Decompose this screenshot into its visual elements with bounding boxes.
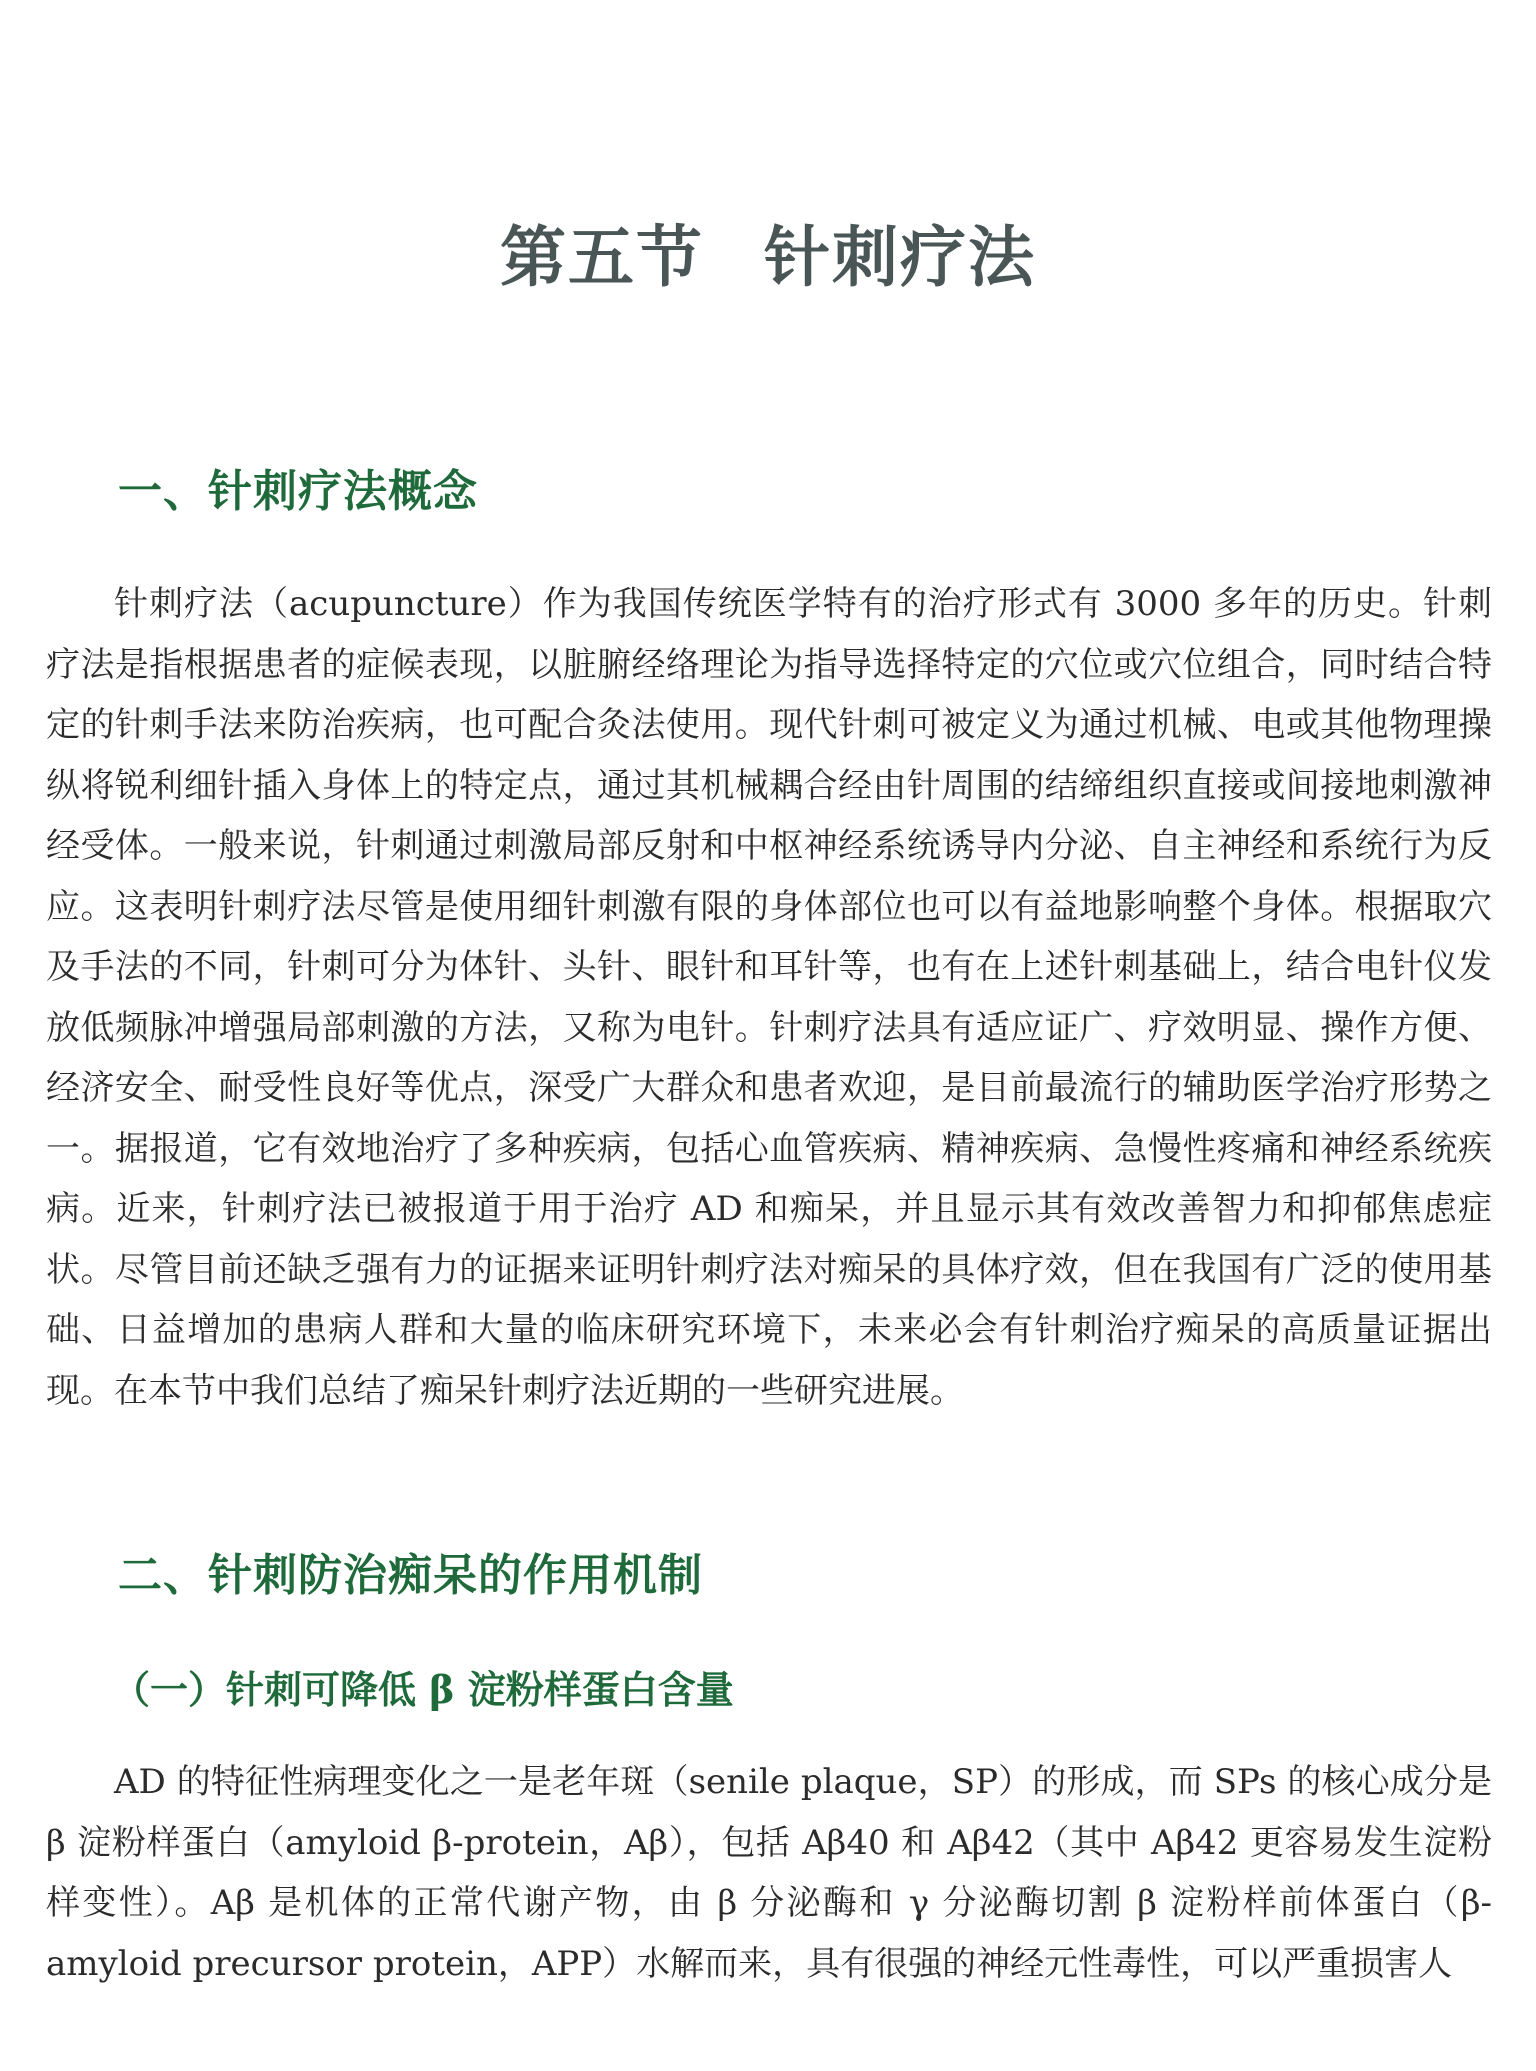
paragraph-amyloid: AD 的特征性病理变化之一是老年斑（senile plaque，SP）的形成，而 SPs 的核心成分是 β 淀粉样蛋白（amyloid β-protein，Aβ），包括 Aβ40 和 Aβ42（其中 Aβ42 更容易发生淀粉样变性）。Aβ 是机体的正常代谢产物，由 β 分泌酶和 γ 分泌酶切割 β 淀粉样前体蛋白（β-amyloid precursor protein，APP）水解而来，具有很强的神经元性毒性，可以严重损害人 <box>46 1762 1492 1984</box>
section-title <box>0 212 1536 302</box>
subheading-amyloid: （一）针刺可降低 β 淀粉样蛋白含量 <box>112 1667 734 1712</box>
paragraph-acupuncture-concept: 针刺疗法（acupuncture）作为我国传统医学特有的治疗形式有 3000 多年的历史。针刺疗法是指根据患者的症候表现，以脏腑经络理论为指导选择特定的穴位或穴位组合，同时结合特定的针刺手法来防治疾病，也可配合灸法使用。现代针刺可被定义为通过机械、电或其他物理操纵将锐利细针插入身体上的特定点，通过其机械耦合经由针周围的结缔组织直接或间接地刺激神经受体。一般来说，针刺通过刺激局部反射和中枢神经系统诱导内分泌、自主神经和系统行为反应。这表明针刺疗法尽管是使用细针刺激有限的身体部位也可以有益地影响整个身体。根据取穴及手法的不同，针刺可分为体针、头针、眼针和耳针等，也有在上述针刺基础上，结合电针仪发放低频脉冲增强局部刺激的方法，又称为电针。针刺疗法具有适应证广、疗效明显、操作方便、经济安全、耐受性良好等优点，深受广大群众和患者欢迎，是目前最流行的辅助医学治疗形势之一。据报道，它有效地治疗了多种疾病，包括心血管疾病、精神疾病、急慢性疼痛和神经系统疾病。近来，针刺疗法已被报道于用于治疗 AD 和痴呆，并且显示其有效改善智力和抑郁焦虑症状。尽管目前还缺乏强有力的证据来证明针刺疗法对痴呆的具体疗效，但在我国有广泛的使用基础、日益增加的患病人群和大量的临床研究环境下，未来必会有针刺治疗痴呆的高质量证据出现。在本节中我们总结了痴呆针刺疗法近期的一些研究进展。 <box>46 584 1492 1411</box>
heading-acupuncture-concept: 一、针刺疗法概念 <box>118 466 478 517</box>
heading-mechanism: 二、针刺防治痴呆的作用机制 <box>118 1550 703 1601</box>
section-name: 针刺疗法 <box>764 218 1036 296</box>
section-number: 第五节 <box>500 218 704 296</box>
